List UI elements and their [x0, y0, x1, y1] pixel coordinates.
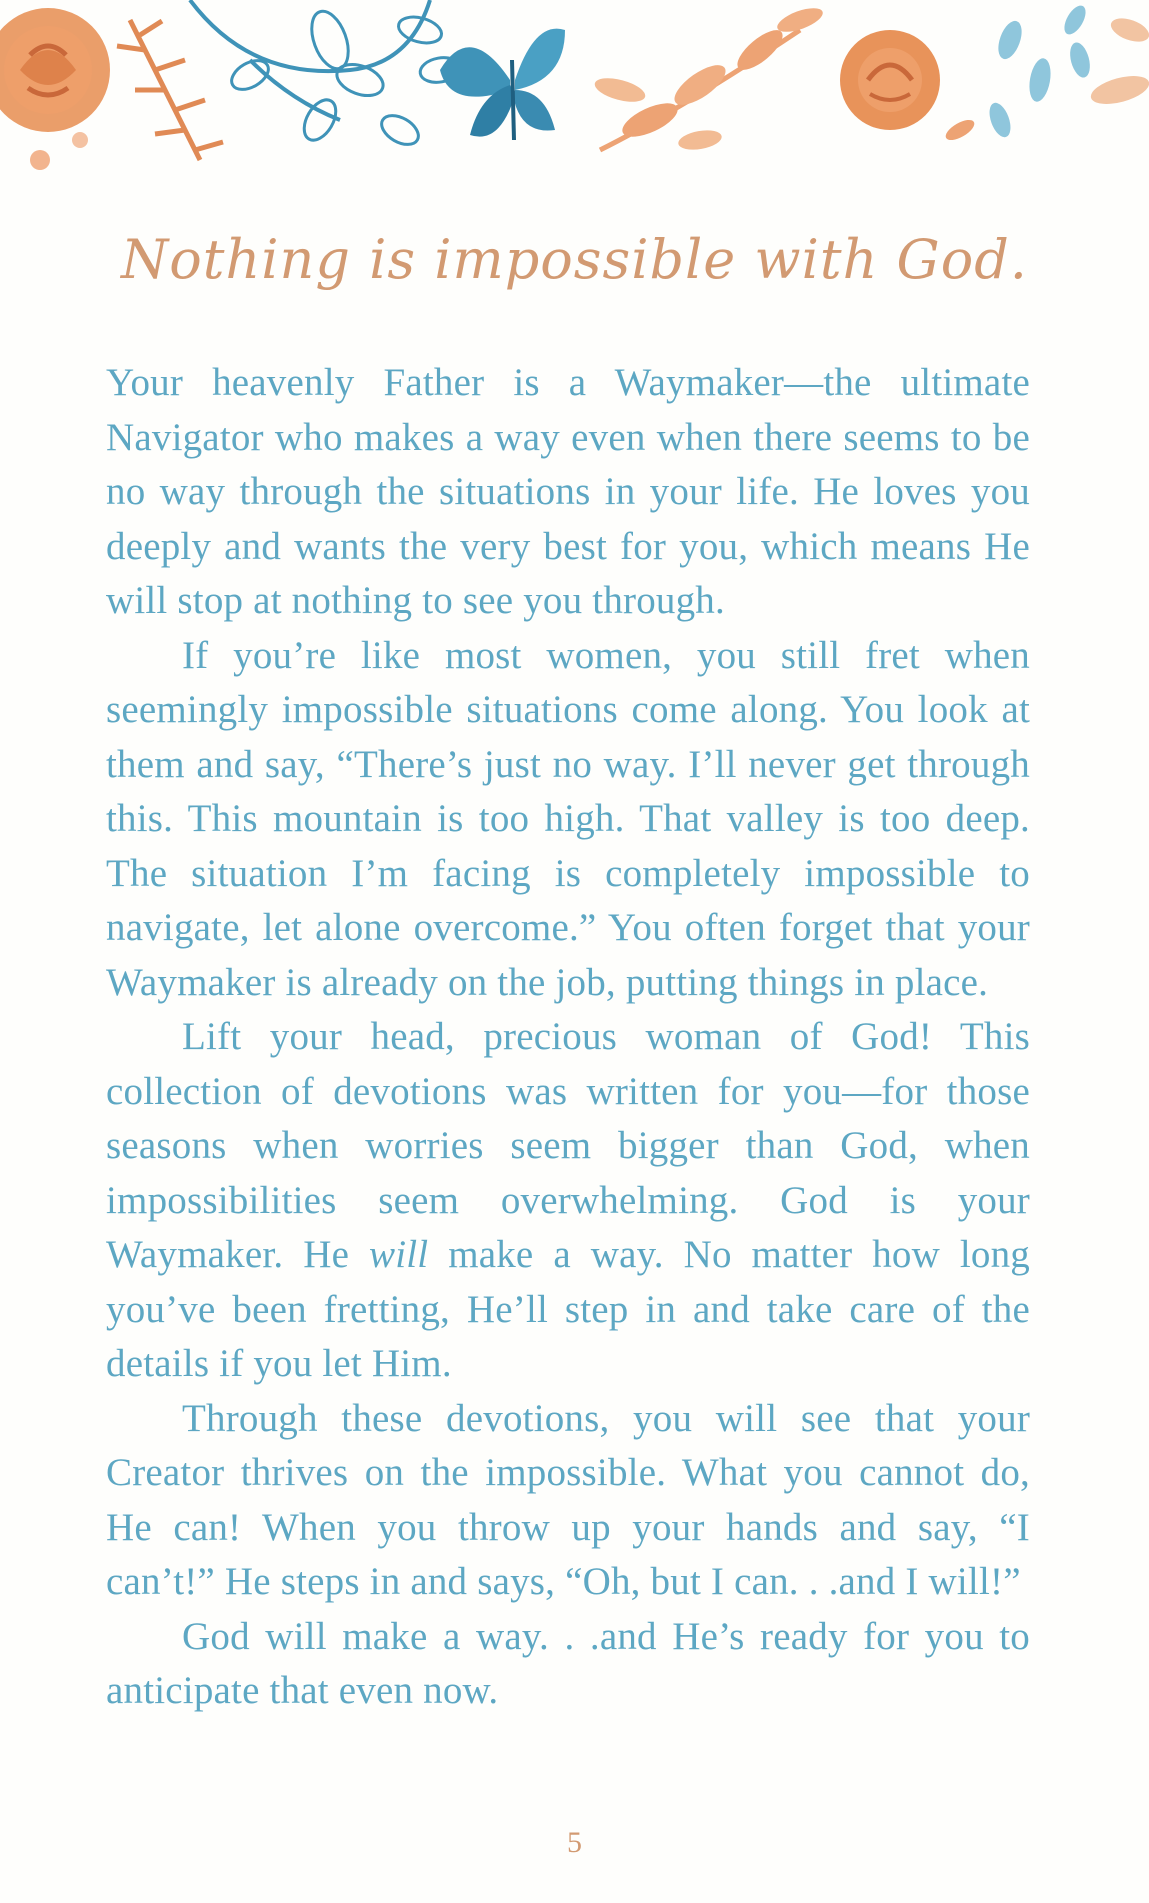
- paragraph-5: God will make a way. . .and He’s ready for you to anticipate that even now.: [106, 1614, 1030, 1712]
- left-rose-icon: [0, 8, 110, 132]
- paragraph-4: Through these devotions, you will see that your Creator thrives on the impossible. What you cannot do, He can! When you throw up your hands and say, “I can’t!” He steps in and says, “Oh, but I can. . .and I will!”: [106, 1396, 1030, 1603]
- paragraph-3-start: Lift your head, precious woman of God! This collection of devotions was written for you—for those seasons when worries seem bigger than God, when impossibilities seem overwhelming. God is your Waymaker. He: [106, 1015, 1030, 1276]
- teal-leaves-icon: [985, 2, 1093, 140]
- paragraph-3: [106, 1010, 1030, 1392]
- right-rose-icon: [840, 30, 977, 144]
- paragraph-2: If you’re like most women, you still fret when seemingly impossible situations come along. You look at them and say, “There’s just no way. I’ll never get through this. This mountain is too high. That valley is too deep. The situation I’m facing is completely impossible to navigate, let alone overcome.” You often forget that your Waymaker is already on the job, putting things in place.: [106, 633, 1030, 1004]
- floral-border-icon: [0, 0, 1149, 200]
- butterfly-icon: [440, 29, 565, 140]
- body-text: [106, 356, 1030, 1719]
- paragraph-3-end: make a way. No matter how long you’ve been fretting, He’ll step in and take care of the details if you let Him.: [106, 1233, 1030, 1385]
- orange-branch-icon: [592, 3, 825, 152]
- fern-branch-icon: [117, 20, 223, 160]
- paragraph-3-emphasis: will: [368, 1233, 429, 1276]
- page-number: 5: [567, 1826, 582, 1859]
- peach-leaves-icon: [1088, 14, 1149, 110]
- paragraph-1: Your heavenly Father is a Waymaker—the ultimate Navigator who makes a way even when there seems to be no way through the situations in your life. He loves you deeply and wants the very best for you, which means He will stop at nothing to see you through.: [106, 361, 1030, 622]
- page-title: Nothing is impossible with God.: [121, 228, 1028, 291]
- teal-vine-icon: [190, 0, 462, 150]
